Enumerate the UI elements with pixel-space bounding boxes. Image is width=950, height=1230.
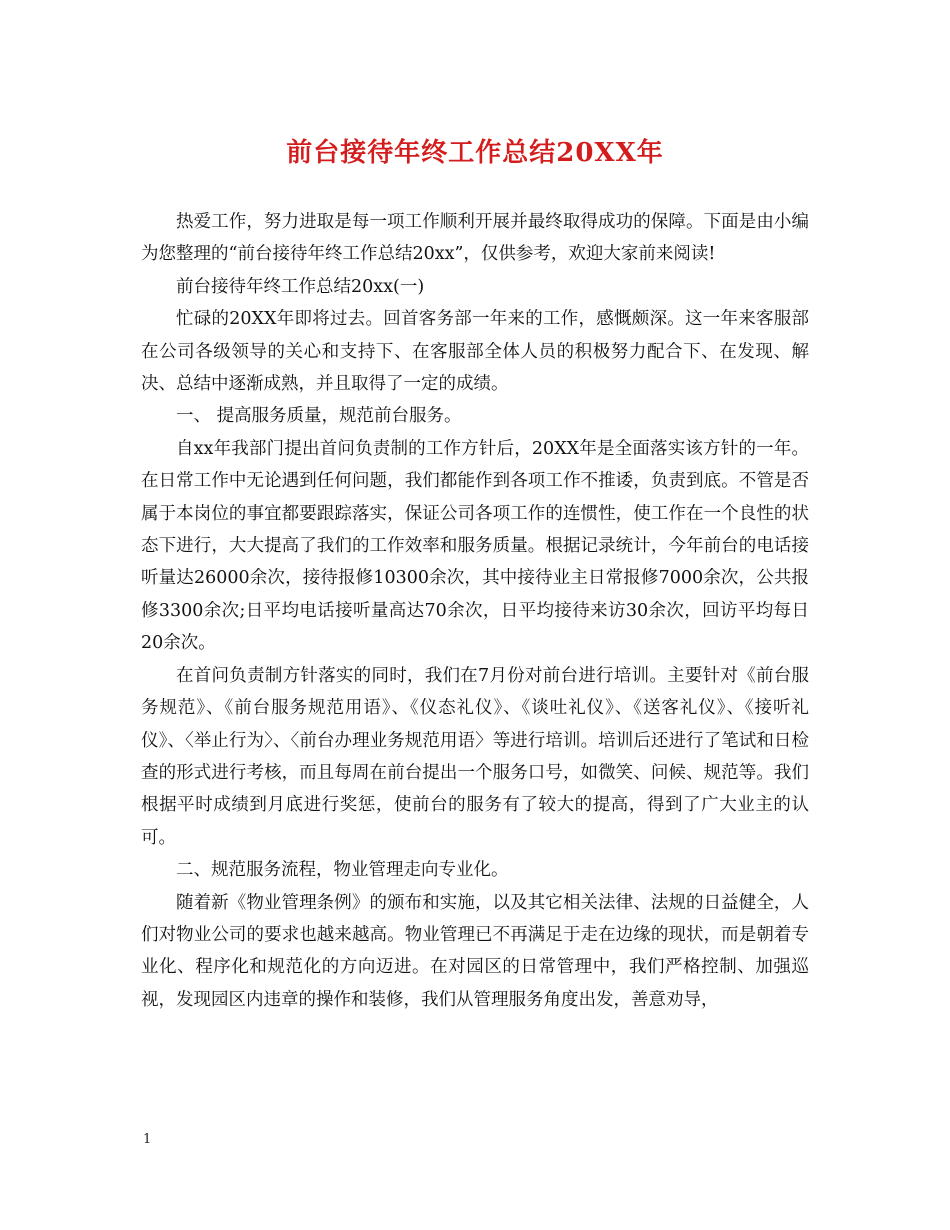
body-paragraph: 忙碌的20XX年即将过去。回首客务部一年来的工作，感慨颇深。这一年来客服部在公司各级领导的关心和支持下、在客服部全体人员的积极努力配合下、在发现、解决、总结中逐渐成熟，并且取得了一定的成绩。	[141, 309, 809, 395]
body-paragraph: 自xx年我部门提出首问负责制的工作方针后，20XX年是全面落实该方针的一年。在日常工作中无论遇到任何问题，我们都能作到各项工作不推诿，负责到底。不管是否属于本岗位的事宜都要跟踪落实，保证公司各项工作的连惯性，使工作在一个良性的状态下进行，大大提高了我们的工作效率和服务质量。根据记录统计，今年前台的电话接听量达26000余次，接待报修10300余次，其中接待业主日常报修7000余次，公共报修3300余次;日平均电话接听量高达70余次，日平均接待来访30余次，回访平均每日20余次。	[141, 438, 809, 654]
document-title: 前台接待年终工作总结20XX年	[286, 138, 664, 168]
section-heading-1: 一、 提高服务质量，规范前台服务。	[176, 406, 462, 427]
document-body	[141, 206, 809, 1016]
page-number: 1	[143, 1132, 152, 1147]
section-heading-2: 二、规范服务流程，物业管理走向专业化。	[176, 860, 509, 881]
body-paragraph: 随着新《物业管理条例》的颁布和实施，以及其它相关法律、法规的日益健全，人们对物业公司的要求也越来越高。物业管理已不再满足于走在边缘的现状，而是朝着专业化、程序化和规范化的方向迈进。在对园区的日常管理中，我们严格控制、加强巡视，发现园区内违章的操作和装修，我们从管理服务角度出发，善意劝导，	[141, 892, 809, 1010]
body-paragraph: 在首问负责制方针落实的同时，我们在7月份对前台进行培训。主要针对《前台服务规范》、《前台服务规范用语》、《仪态礼仪》、《谈吐礼仪》、《送客礼仪》、《接听礼仪》、〈举止行为〉、〈前台办理业务规范用语〉等进行培训。培训后还进行了笔试和日检查的形式进行考核，而且每周在前台提出一个服务口号，如微笑、问候、规范等。我们根据平时成绩到月底进行奖惩，使前台的服务有了较大的提高，得到了广大业主的认可。	[141, 665, 809, 848]
intro-paragraph: 热爱工作，努力进取是每一项工作顺利开展并最终取得成功的保障。下面是由小编为您整理的“前台接待年终工作总结20xx”，仅供参考，欢迎大家前来阅读!	[141, 212, 809, 265]
section-subtitle: 前台接待年终工作总结20xx(一)	[176, 276, 425, 297]
